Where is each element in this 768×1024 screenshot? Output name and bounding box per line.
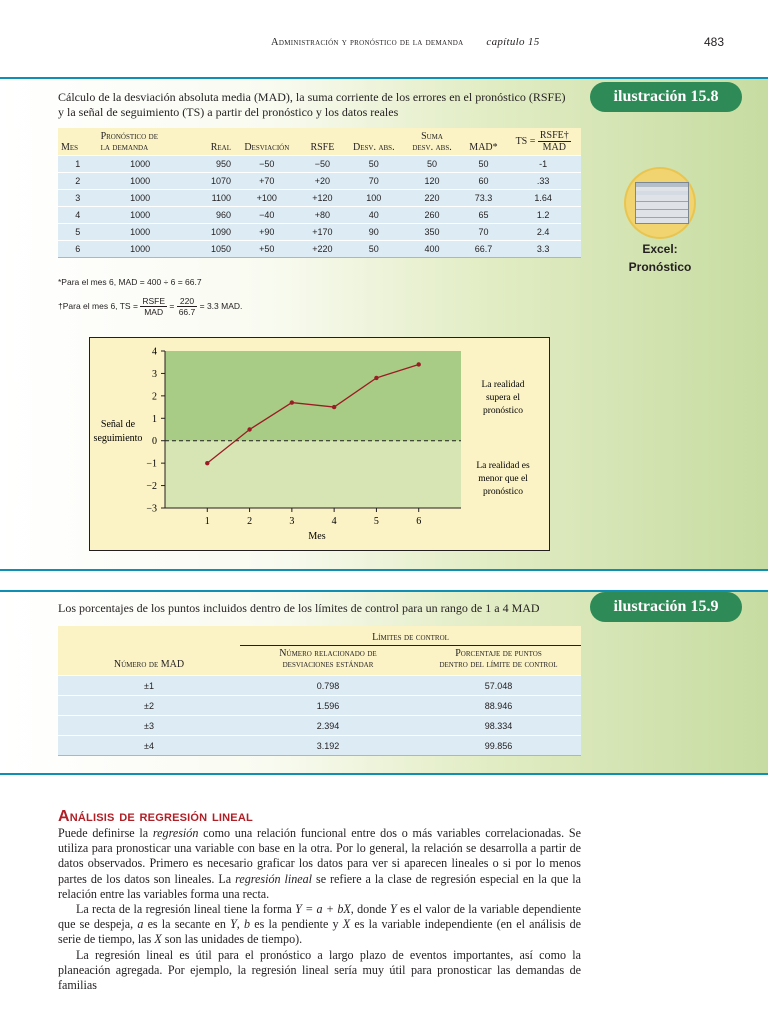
col-real: Real <box>183 128 234 156</box>
page-number: 483 <box>704 35 725 49</box>
text-run: es la secante en <box>143 917 231 932</box>
var-b: b <box>244 917 251 932</box>
cell-real: 1050 <box>183 241 234 258</box>
cell-pct: 99.856 <box>416 736 581 756</box>
y-tick-label: −3 <box>146 503 157 515</box>
cell-abs: 50 <box>345 156 402 173</box>
table-row <box>58 736 581 756</box>
col-pronostico <box>98 128 183 156</box>
cell-suma: 120 <box>402 173 461 190</box>
col-suma-line2: desv. abs. <box>412 142 452 153</box>
cell-desv: +90 <box>234 224 300 241</box>
var-x: X <box>342 917 351 932</box>
col-ts-prefix: TS = <box>515 135 536 147</box>
top-rule <box>0 77 768 79</box>
cell-mes: 4 <box>58 207 98 224</box>
group-header: Límites de control <box>240 626 581 646</box>
data-point <box>247 427 251 431</box>
cell-rsfe: −50 <box>300 156 346 173</box>
spreadsheet-screen <box>635 182 689 224</box>
y-tick-label: 3 <box>152 368 157 380</box>
cell-sd: 1.596 <box>240 696 416 716</box>
cell-pron: 1000 <box>98 190 183 207</box>
col-mad: MAD* <box>462 128 506 156</box>
cell-ts: 1.2 <box>505 207 581 224</box>
col-pct-line1: Porcentaje de puntos <box>455 648 542 659</box>
text-run: como una relación funcional entre dos o más variables correlacionadas. Se utiliza para pronosticar una variable con base en la otra. Por lo general, la relación se desarrolla a partir de datos observados. Primero es necesario graficar los datos para ver si aparecen lineales o si por lo menos partes de los datos son lineales. La <box>58 826 581 886</box>
cell-ts: .33 <box>505 173 581 190</box>
footnote-ts-suffix: = 3.3 MAD. <box>199 300 243 311</box>
text-run: Puede definirse la <box>58 826 153 840</box>
y-tick-label: 0 <box>152 436 157 448</box>
section-body <box>58 826 581 993</box>
x-tick-label: 4 <box>331 516 337 527</box>
cell-pron: 1000 <box>98 207 183 224</box>
cell-pron: 1000 <box>98 241 183 258</box>
lower-region <box>165 441 461 508</box>
x-tick-label: 6 <box>416 516 422 527</box>
col-suma <box>402 128 461 156</box>
footnote-ts-equals: = <box>169 300 175 311</box>
cell-pron: 1000 <box>98 224 183 241</box>
running-title: Administración y pronóstico de la demanda <box>271 37 464 48</box>
upper-region-note: La realidad <box>481 380 525 390</box>
excel-label-line2: Pronóstico <box>628 260 692 274</box>
cell-sd: 3.192 <box>240 736 416 756</box>
text-run: es la variable independiente (en el análisis de serie de tiempo, las <box>58 917 581 947</box>
y-axis-label-line2: seguimiento <box>93 433 143 444</box>
x-tick-label: 2 <box>247 516 253 527</box>
cell-sd: 0.798 <box>240 676 416 696</box>
footnote-ts <box>58 296 242 317</box>
cell-real: 950 <box>183 156 234 173</box>
lower-region-note: pronóstico <box>482 487 524 497</box>
data-point <box>332 405 336 409</box>
y-tick-label: −1 <box>146 458 157 470</box>
cell-desv: +50 <box>234 241 300 258</box>
exhibit-caption: Cálculo de la desviación absoluta media (MAD), la suma corriente de los errores en el pronóstico (RSFE) y la señal de seguimiento (TS) a partir del pronóstico y los datos reales <box>58 90 566 119</box>
x-tick-label: 5 <box>373 516 379 527</box>
cell-mad: 66.7 <box>462 241 506 258</box>
cell-mad: 60 <box>462 173 506 190</box>
excel-spreadsheet-icon[interactable] <box>626 169 694 237</box>
col-ts-den: MAD <box>542 142 566 153</box>
exhibit-caption-2: Los porcentajes de los puntos incluidos dentro de los límites de control para un rango de 1 a 4 MAD <box>58 601 540 615</box>
cell-pct: 98.334 <box>416 716 581 736</box>
table-row <box>58 173 581 190</box>
exhibit-label-2: ilustración 15.9 <box>590 592 742 622</box>
cell-pct: 88.946 <box>416 696 581 716</box>
cell-mad: 65 <box>462 207 506 224</box>
cell-abs: 50 <box>345 241 402 258</box>
chapter-label: capítulo 15 <box>486 36 540 48</box>
cell-mes: 1 <box>58 156 98 173</box>
cell-abs: 40 <box>345 207 402 224</box>
cell-mes: 3 <box>58 190 98 207</box>
footnote-ts-fraction2 <box>177 296 198 317</box>
cell-abs: 100 <box>345 190 402 207</box>
cell-suma: 260 <box>402 207 461 224</box>
table-row <box>58 207 581 224</box>
cell-pron: 1000 <box>98 173 183 190</box>
cell-num-mad: ±1 <box>58 676 240 696</box>
cell-suma: 50 <box>402 156 461 173</box>
cell-ts: -1 <box>505 156 581 173</box>
upper-region-note: pronóstico <box>482 406 524 416</box>
cell-suma: 350 <box>402 224 461 241</box>
cell-abs: 90 <box>345 224 402 241</box>
var-x: X <box>154 932 162 947</box>
x-axis-label: Mes <box>308 531 326 542</box>
y-tick-label: 2 <box>152 391 157 403</box>
text-run: es el valor de la variable dependiente que se despeja, <box>58 902 581 932</box>
cell-desv: +100 <box>234 190 300 207</box>
cell-sd: 2.394 <box>240 716 416 736</box>
tracking-signal-table <box>58 128 581 258</box>
x-tick-label: 3 <box>289 516 295 527</box>
cell-mad: 70 <box>462 224 506 241</box>
x-tick-label: 1 <box>204 516 210 527</box>
lower-region-note: menor que el <box>478 474 528 484</box>
cell-suma: 220 <box>402 190 461 207</box>
table-row <box>58 241 581 258</box>
col-sd-line2: desviaciones estándar <box>282 659 374 670</box>
control-limits-table <box>58 626 581 756</box>
divider-rule <box>0 569 768 571</box>
col-ts-fraction <box>538 130 571 153</box>
upper-region-note: supera el <box>485 393 521 403</box>
cell-desv: +70 <box>234 173 300 190</box>
cell-rsfe: +120 <box>300 190 346 207</box>
grid-line <box>636 217 688 218</box>
data-point <box>417 362 421 366</box>
col-desviacion: Desviación <box>234 128 300 156</box>
excel-label <box>598 240 722 276</box>
cell-num-mad: ±4 <box>58 736 240 756</box>
text-run: , <box>236 917 244 932</box>
col-mes: Mes <box>58 128 98 156</box>
col-suma-line1: Suma <box>421 131 443 142</box>
text-run: , donde <box>350 902 390 917</box>
cell-rsfe: +20 <box>300 173 346 190</box>
cell-suma: 400 <box>402 241 461 258</box>
table-row <box>58 716 581 736</box>
footnote-ts-fraction1 <box>140 296 167 317</box>
cell-mad: 50 <box>462 156 506 173</box>
plot-area <box>165 351 461 508</box>
cell-mes: 6 <box>58 241 98 258</box>
table-row <box>58 224 581 241</box>
running-head <box>271 36 540 48</box>
formula-strip <box>636 191 688 195</box>
cell-pct: 57.048 <box>416 676 581 696</box>
text-run: es la pendiente y <box>250 917 343 932</box>
paragraph <box>58 902 581 948</box>
data-point <box>290 400 294 404</box>
cell-num-mad: ±2 <box>58 696 240 716</box>
y-tick-label: 4 <box>152 346 157 358</box>
cell-desv: −40 <box>234 207 300 224</box>
cell-rsfe: +220 <box>300 241 346 258</box>
table-row <box>58 676 581 696</box>
cell-mes: 2 <box>58 173 98 190</box>
footnote-ts-f1-den: MAD <box>144 307 164 317</box>
cell-real: 1100 <box>183 190 234 207</box>
cell-ts: 1.64 <box>505 190 581 207</box>
footnote-ts-f2-num: 220 <box>177 296 198 307</box>
text-run: se refiere a la clase de regresión especial en la que la relación entre las variables forma una recta. <box>58 871 581 901</box>
bottom-rule-2 <box>0 773 768 775</box>
y-tick-label: −2 <box>146 481 157 493</box>
footnote-ts-f2-den: 66.7 <box>178 307 196 317</box>
term-regresion-lineal: regresión lineal <box>235 871 313 886</box>
cell-mes: 5 <box>58 224 98 241</box>
section-title: Análisis de regresión lineal <box>58 808 253 825</box>
cell-abs: 70 <box>345 173 402 190</box>
col-pronostico-line2: la demanda <box>100 142 149 153</box>
text-run: La recta de la regresión lineal tiene la forma <box>76 902 296 917</box>
footnote-ts-prefix: †Para el mes 6, TS = <box>58 300 138 311</box>
col-ts-num: RSFE† <box>539 130 569 141</box>
toolbar-strip <box>636 183 688 187</box>
data-point <box>374 376 378 380</box>
y-tick-label: 1 <box>152 413 157 425</box>
cell-real: 960 <box>183 207 234 224</box>
cell-pron: 1000 <box>98 156 183 173</box>
col-sd-line1: Número relacionado de <box>279 648 377 659</box>
col-pronostico-line1: Pronóstico de <box>100 131 159 142</box>
var-y: Y <box>389 902 397 917</box>
cell-ts: 3.3 <box>505 241 581 258</box>
cell-ts: 2.4 <box>505 224 581 241</box>
col-pct <box>416 646 581 676</box>
var-a: a <box>137 917 144 932</box>
excel-label-line1: Excel: <box>642 242 678 256</box>
col-pct-line2: dentro del límite de control <box>439 659 558 670</box>
table-row <box>58 696 581 716</box>
grid-line <box>636 209 688 210</box>
exhibit-label: ilustración 15.8 <box>590 82 742 112</box>
lower-region-note: La realidad es <box>476 461 530 471</box>
cell-num-mad: ±3 <box>58 716 240 736</box>
regression-formula: Y = a + bX <box>295 902 351 917</box>
paragraph <box>58 826 581 902</box>
footnote-mad: *Para el mes 6, MAD = 400 ÷ 6 = 66.7 <box>58 277 202 287</box>
cell-real: 1070 <box>183 173 234 190</box>
col-rsfe: RSFE <box>300 128 346 156</box>
table-row <box>58 190 581 207</box>
cell-rsfe: +80 <box>300 207 346 224</box>
col-num-mad: Número de MAD <box>58 646 240 676</box>
grid-line <box>636 201 688 202</box>
cell-desv: −50 <box>234 156 300 173</box>
header-spacer <box>58 626 240 646</box>
col-sd <box>240 646 416 676</box>
cell-real: 1090 <box>183 224 234 241</box>
term-regresion: regresión <box>152 826 199 840</box>
text-run: son las unidades de tiempo). <box>161 932 303 947</box>
col-desv-abs: Desv. abs. <box>345 128 402 156</box>
table-row <box>58 156 581 173</box>
cell-rsfe: +170 <box>300 224 346 241</box>
y-axis-label-line1: Señal de <box>100 419 136 430</box>
tracking-signal-chart <box>89 337 550 551</box>
data-point <box>205 461 209 465</box>
cell-mad: 73.3 <box>462 190 506 207</box>
col-ts <box>505 128 581 156</box>
var-y: Y <box>230 917 237 932</box>
footnote-ts-f1-num: RSFE <box>142 296 165 306</box>
paragraph: La regresión lineal es útil para el pronóstico a largo plazo de eventos importantes, así como la planeación agregada. Por ejemplo, la regresión lineal sería muy útil para pronosticar las demandas de familias <box>58 947 581 993</box>
